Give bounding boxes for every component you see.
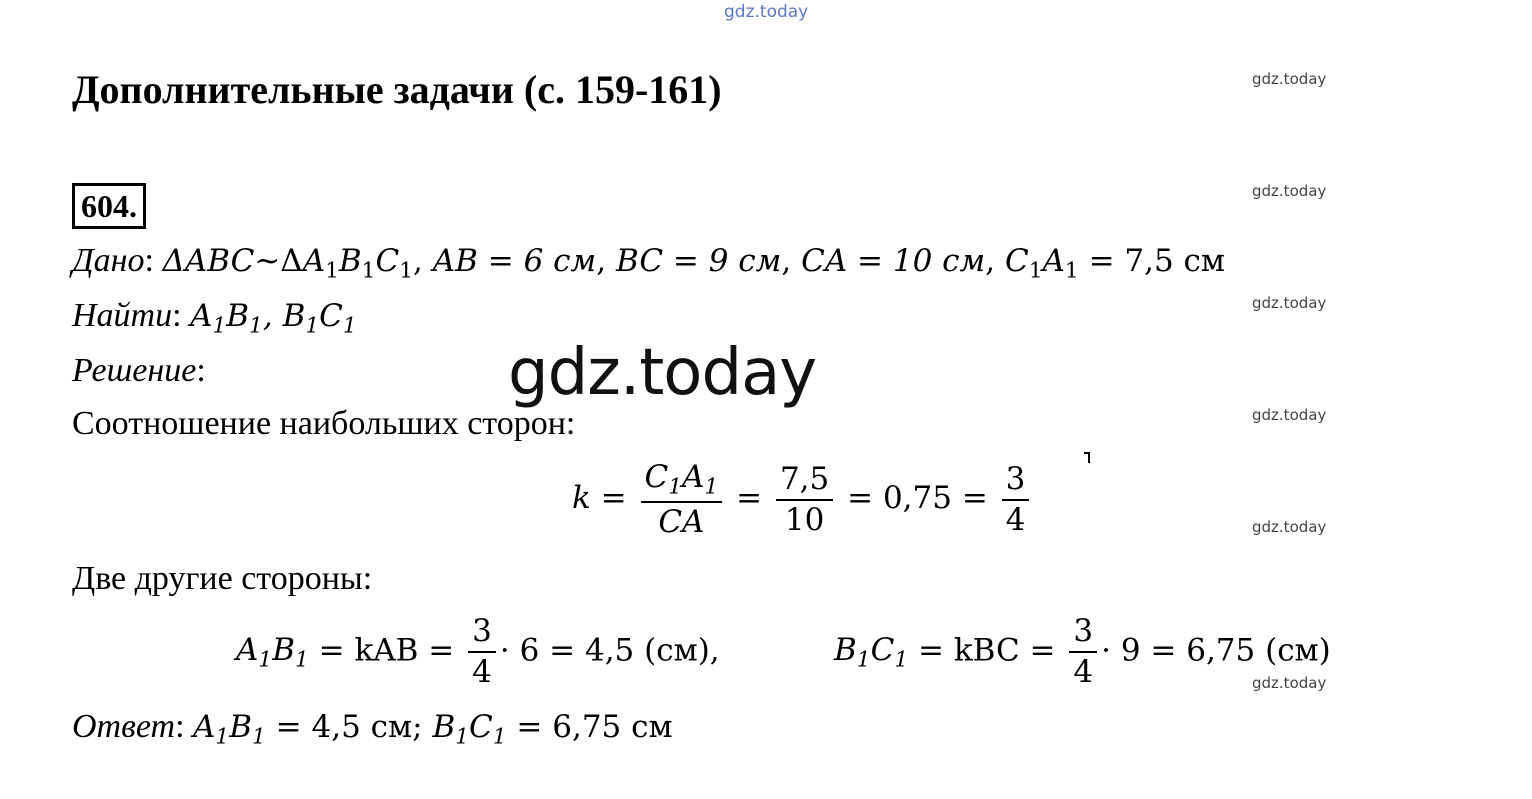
stray-mark xyxy=(1084,452,1090,463)
find-label: Найти xyxy=(72,297,173,334)
answer-line: Ответ: $A_1B_1 = 4,5$ см; $B_1C_1 = 6,75$ см xyxy=(72,708,673,750)
watermark-large: gdz.today xyxy=(508,336,817,410)
fraction-3-4: $\frac{3}{4}$ xyxy=(1002,460,1030,540)
watermark-small: gdz.today xyxy=(1252,518,1327,536)
calc-a1b1: $A_1B_1$ = kAB = $\frac{3}{4}$ · 6 = 4,5 (см), xyxy=(236,613,720,690)
ratio-formula: k = $\frac{C_1A_1}{CA}$ = $\frac{7,5}{10}$ = 0,75 = $\frac{3}{4}$ xyxy=(572,458,1033,541)
page-title: Дополнительные задачи (с. 159-161) xyxy=(72,67,722,112)
watermark-small: gdz.today xyxy=(1252,674,1327,692)
watermark-small: gdz.today xyxy=(1252,294,1327,312)
fraction-3-4: $\frac{3}{4}$ xyxy=(468,612,496,692)
find-items: $A_1B_1$, $B_1C_1$ xyxy=(190,298,357,339)
other-sides-text: Две другие стороны: xyxy=(72,560,373,597)
find-line: Найти: $A_1B_1$, $B_1C_1$ xyxy=(72,297,357,339)
solution-line: Решение: xyxy=(72,352,206,389)
fraction-c1a1-ca: $\frac{C_1A_1}{CA}$ xyxy=(641,458,723,541)
given-label: Дано xyxy=(72,242,145,279)
watermark-top: gdz.today xyxy=(724,2,809,22)
answer-label: Ответ xyxy=(72,708,176,745)
calc-b1c1: $B_1C_1$ = kBC = $\frac{3}{4}$ · 9 = 6,75 (см) xyxy=(834,613,1331,690)
watermark-small: gdz.today xyxy=(1252,182,1327,200)
problem-number: 604. xyxy=(72,183,146,229)
given-formula: $\Delta ABC\sim\Delta A_1B_1C_1$, AB = 6 см, BC = 9 см, CA = 10 см, $C_1A_1 = 7,5$ см xyxy=(162,243,1226,284)
watermark-small: gdz.today xyxy=(1252,70,1327,88)
solution-label: Решение xyxy=(72,352,197,389)
ratio-text: Соотношение наибольших сторон: xyxy=(72,405,576,442)
fraction-3-4: $\frac{3}{4}$ xyxy=(1069,612,1097,692)
watermark-small: gdz.today xyxy=(1252,406,1327,424)
answer-formula: $A_1B_1 = 4,5$ см; $B_1C_1 = 6,75$ см xyxy=(193,709,673,750)
fraction-7.5-10: $\frac{7,5}{10}$ xyxy=(776,460,833,540)
given-line: Дано: $\Delta ABC\sim\Delta A_1B_1C_1$, AB = 6 см, BC = 9 см, CA = 10 см, $C_1A_1 = 7,5$ см xyxy=(72,242,1226,284)
